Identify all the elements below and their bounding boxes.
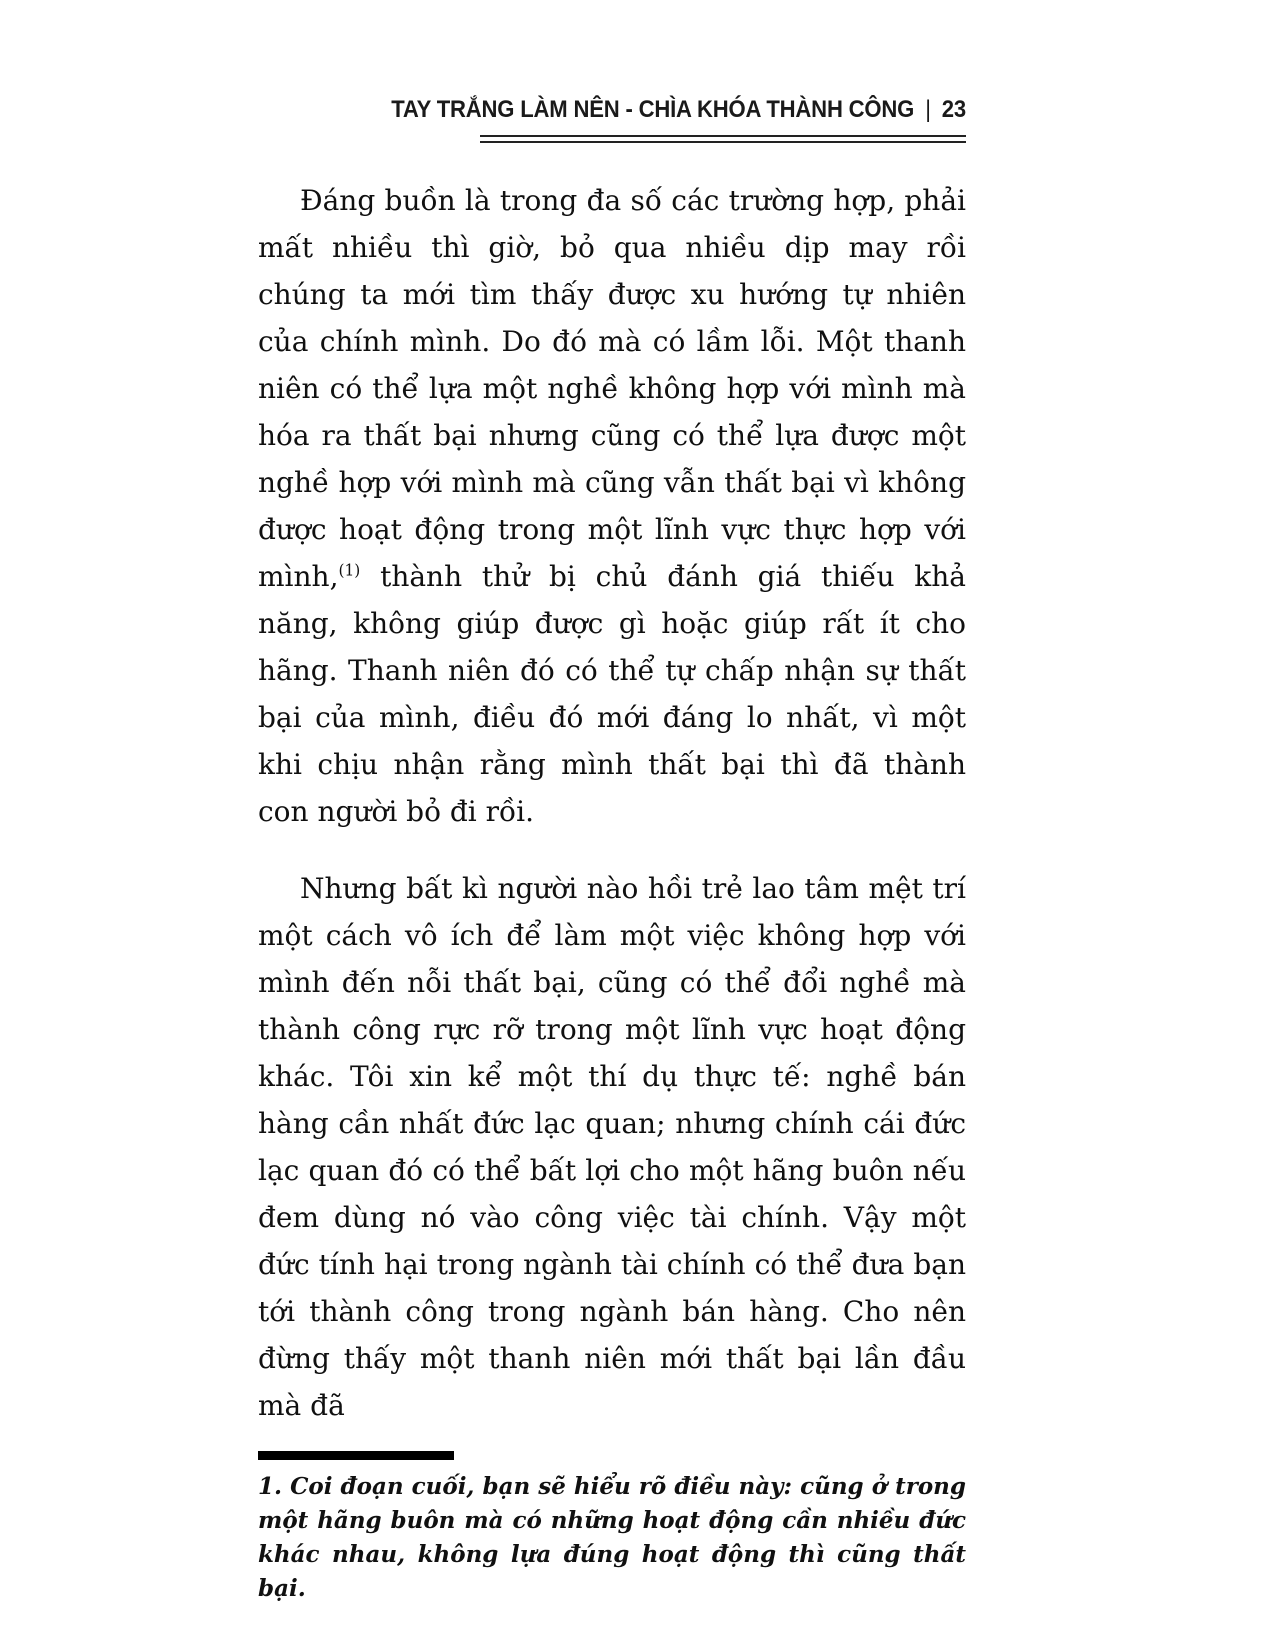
footnote-section xyxy=(258,1451,966,1606)
header-separator: | xyxy=(925,96,931,123)
page-number: 23 xyxy=(941,96,966,123)
header-double-rule xyxy=(480,135,966,143)
running-title: TAY TRẮNG LÀM NÊN - CHÌA KHÓA THÀNH CÔNG xyxy=(391,96,915,123)
page-header xyxy=(258,96,966,143)
footnote-text: 1. Coi đoạn cuối, bạn sẽ hiểu rõ điều này: cũng ở trong một hãng buôn mà có những hoạt động cần nhiều đức khác nhau, không lựa đúng hoạt động thì cũng thất bại. xyxy=(258,1473,966,1602)
running-header-line xyxy=(315,96,966,124)
page-content xyxy=(258,96,966,1606)
body-text xyxy=(258,177,966,1429)
footnote-rule xyxy=(258,1451,454,1460)
paragraph-1-text: Đáng buồn là trong đa số các trường hợp, phải mất nhiều thì giờ, bỏ qua nhiều dịp may rồi chúng ta mới tìm thấy được xu hướng tự nhiên của chính mình. Do đó mà có lầm lỗi. Một thanh niên có thể lựa một nghề không hợp với mình mà hóa ra thất bại nhưng cũng có thể lựa được một nghề hợp với mình mà cũng vẫn thất bại vì không được hoạt động trong một lĩnh vực thực hợp với mình, xyxy=(258,184,966,593)
paragraph-1-text-cont: thành thử bị chủ đánh giá thiếu khả năng, không giúp được gì hoặc giúp rất ít cho hãng. Thanh niên đó có thể tự chấp nhận sự thất bại của mình, điều đó mới đáng lo nhất, vì một khi chịu nhận rằng mình thất bại thì đã thành con người bỏ đi rồi. xyxy=(258,560,966,828)
footnote-marker: (1) xyxy=(338,561,361,580)
paragraph-1 xyxy=(258,177,966,835)
paragraph-2: Nhưng bất kì người nào hồi trẻ lao tâm mệt trí một cách vô ích để làm một việc không hợp với mình đến nỗi thất bại, cũng có thể đổi nghề mà thành công rực rỡ trong một lĩnh vực hoạt động khác. Tôi xin kể một thí dụ thực tế: nghề bán hàng cần nhất đức lạc quan; nhưng chính cái đức lạc quan đó có thể bất lợi cho một hãng buôn nếu đem dùng nó vào công việc tài chính. Vậy một đức tính hại trong ngành tài chính có thể đưa bạn tới thành công trong ngành bán hàng. Cho nên đừng thấy một thanh niên mới thất bại lần đầu mà đã xyxy=(258,872,966,1422)
